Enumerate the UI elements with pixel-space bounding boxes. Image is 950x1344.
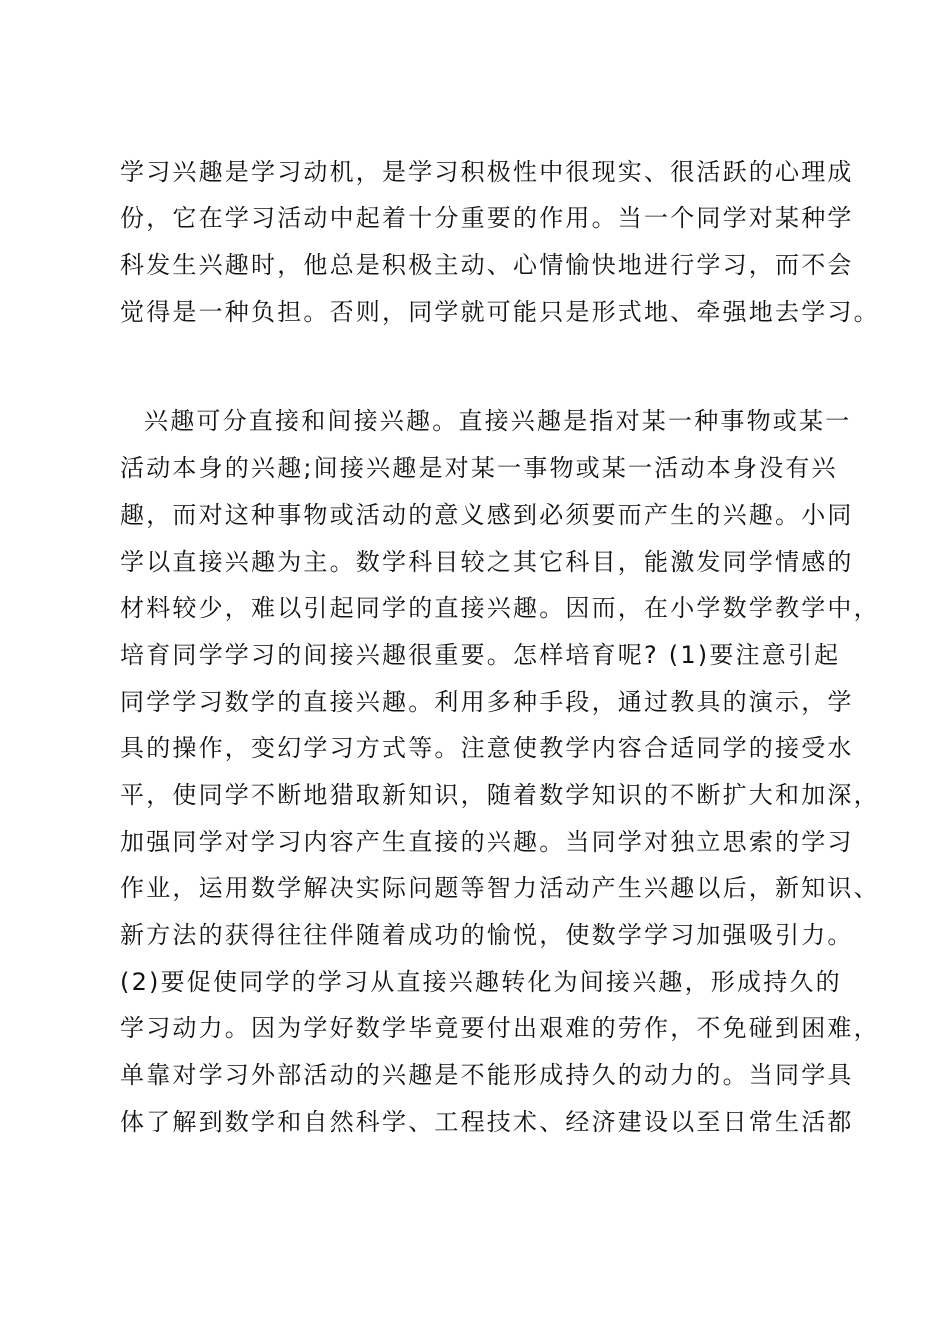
text-line: 材料较少，难以引起同学的直接兴趣。因而，在小学数学教学中， bbox=[120, 594, 880, 622]
text-line: 趣，而对这种事物或活动的意义感到必须要而产生的兴趣。小同 bbox=[120, 501, 854, 529]
text-line: 具的操作，变幻学习方式等。注意使教学内容合适同学的接受水 bbox=[120, 734, 854, 762]
text-line: 学习兴趣是学习动机，是学习积极性中很现实、很活跃的心理成 bbox=[120, 158, 854, 186]
text-line: 学习动力。因为学好数学毕竟要付出艰难的劳作，不免碰到困难， bbox=[120, 1014, 880, 1042]
text-line: 科发生兴趣时，他总是积极主动、心情愉快地进行学习，而不会 bbox=[120, 251, 854, 279]
text-line: 觉得是一种负担。否则，同学就可能只是形式地、牵强地去学习。 bbox=[120, 298, 880, 326]
text-line: 活动本身的兴趣;间接兴趣是对某一事物或某一活动本身没有兴 bbox=[120, 454, 838, 482]
text-line: 培育同学学习的间接兴趣很重要。怎样培育呢? (1)要注意引起 bbox=[120, 641, 841, 669]
text-line: (2)要促使同学的学习从直接兴趣转化为间接兴趣，形成持久的 bbox=[120, 968, 842, 996]
text-line: 体了解到数学和自然科学、工程技术、经济建设以至日常生活都 bbox=[120, 1108, 854, 1136]
text-line: 同学学习数学的直接兴趣。利用多种手段，通过教具的演示，学 bbox=[120, 688, 854, 716]
text-line: 新方法的获得往往伴随着成功的愉悦，使数学学习加强吸引力。 bbox=[120, 921, 854, 949]
text-line: 平，使同学不断地猎取新知识，随着数学知识的不断扩大和加深， bbox=[120, 781, 880, 809]
text-line: 兴趣可分直接和间接兴趣。直接兴趣是指对某一种事物或某一 bbox=[144, 407, 852, 435]
text-line: 学以直接兴趣为主。数学科目较之其它科目，能激发同学情感的 bbox=[120, 548, 854, 576]
text-line: 份，它在学习活动中起着十分重要的作用。当一个同学对某种学 bbox=[120, 204, 854, 232]
text-line: 作业，运用数学解决实际问题等智力活动产生兴趣以后，新知识、 bbox=[120, 874, 880, 902]
text-line: 单靠对学习外部活动的兴趣是不能形成持久的动力的。当同学具 bbox=[120, 1061, 854, 1089]
text-line: 加强同学对学习内容产生直接的兴趣。当同学对独立思索的学习 bbox=[120, 828, 854, 856]
